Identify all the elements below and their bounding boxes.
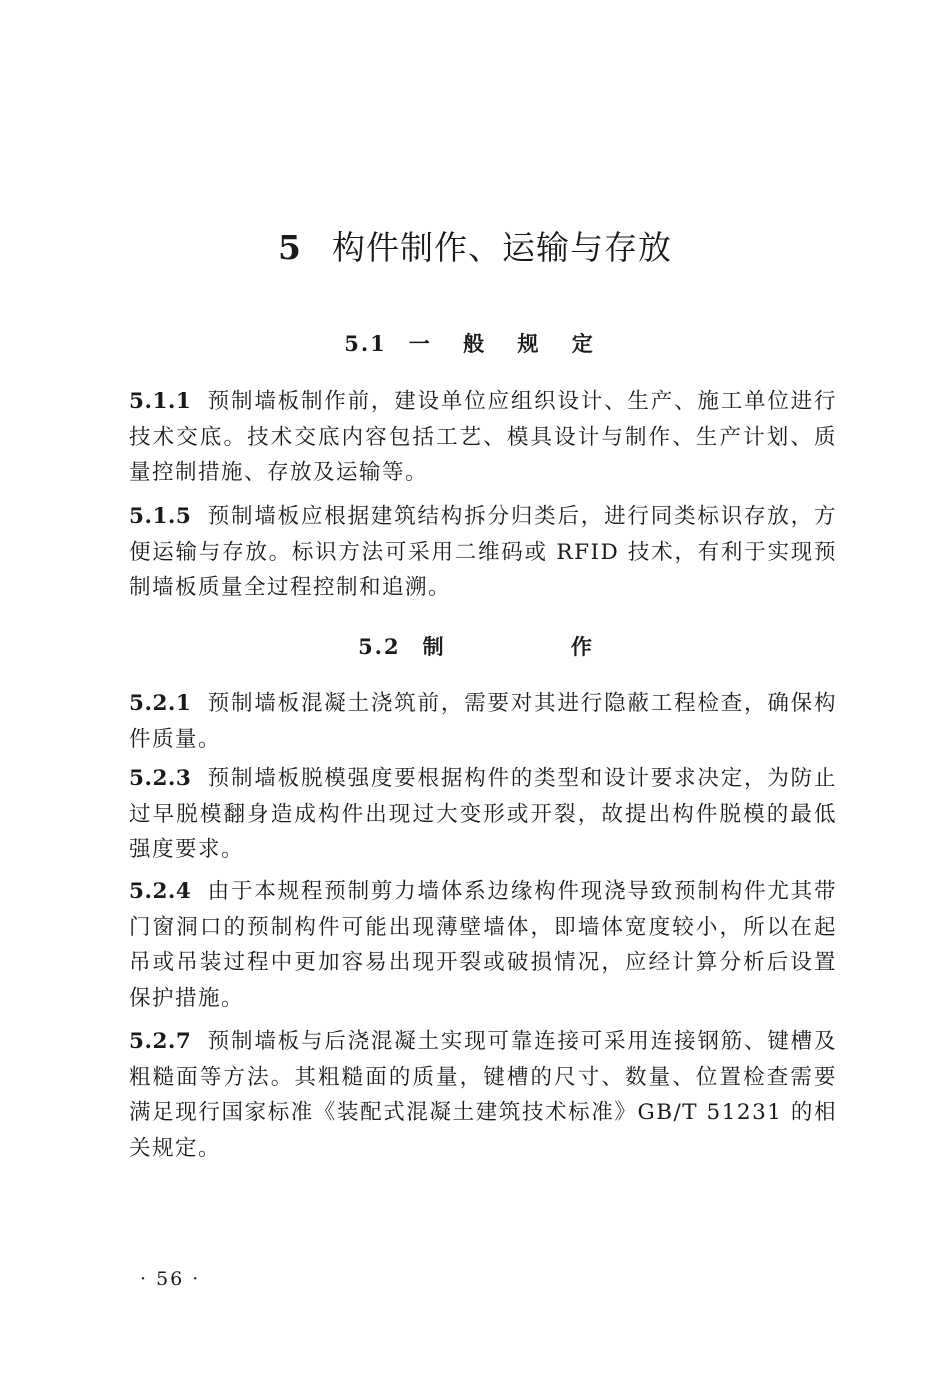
clause-5-2-3 [129,761,837,868]
chapter-title-text: 构件制作、运输与存放 [331,228,672,267]
clause-text: 由于本规程预制剪力墙体系边缘构件现浇导致预制构件尤其带门窗洞口的预制构件可能出现薄壁墙体，即墙体宽度较小，所以在起吊或吊装过程中更加容易出现开裂或破损情况，应经计算分析后设置保护措施。 [129,879,837,1011]
clause-5-2-1 [129,686,837,757]
clause-text: 预制墙板混凝土浇筑前，需要对其进行隐蔽工程检查，确保构件质量。 [129,691,837,752]
clause-number: 5.1.1 [129,389,192,414]
chapter-number: 5 [278,228,302,267]
clause-number: 5.2.7 [129,1029,192,1054]
page-number: · 56 · [140,1268,201,1290]
clause-5-2-4 [129,874,837,1016]
section-title-text: 制 作 [422,634,652,659]
clause-number: 5.2.4 [129,879,192,904]
section-number: 5.2 [358,634,401,659]
clause-number: 5.2.3 [129,766,192,791]
section-title-5-2 [0,631,950,663]
clause-text: 预制墙板制作前，建设单位应组织设计、生产、施工单位进行技术交底。技术交底内容包括工艺、模具设计与制作、生产计划、质量控制措施、存放及运输等。 [129,389,837,485]
clause-text: 预制墙板应根据建筑结构拆分归类后，进行同类标识存放，方便运输与存放。标识方法可采用二维码或 RFID 技术，有利于实现预制墙板质量全过程控制和追溯。 [129,504,837,600]
clause-text: 预制墙板脱模强度要根据构件的类型和设计要求决定，为防止过早脱模翻身造成构件出现过大变形或开裂，故提出构件脱模的最低强度要求。 [129,766,837,862]
section-title-5-1 [0,328,950,360]
clause-text: 预制墙板与后浇混凝土实现可靠连接可采用连接钢筋、键槽及粗糙面等方法。其粗糙面的质量，键槽的尺寸、数量、位置检查需要满足现行国家标准《装配式混凝土建筑技术标准》GB/T 51231 的相关规定。 [129,1029,837,1161]
clause-number: 5.1.5 [129,504,192,529]
section-title-text: 一 般 规 定 [408,331,606,356]
section-number: 5.1 [344,331,387,356]
clause-5-1-1 [129,384,837,491]
clause-5-2-7 [129,1024,837,1166]
clause-number: 5.2.1 [129,691,192,716]
clause-5-1-5 [129,499,837,606]
chapter-title [0,224,950,272]
